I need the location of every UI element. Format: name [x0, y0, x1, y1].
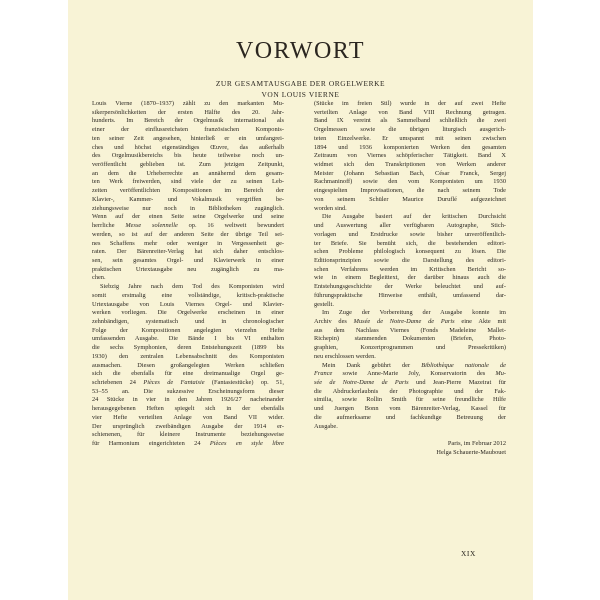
text-line	[92, 309, 284, 318]
text-run: und Jean-Pierre Mazeirat für	[408, 379, 506, 386]
text-line	[314, 301, 506, 310]
text-line	[92, 362, 284, 371]
text-line	[314, 318, 506, 327]
text-line	[92, 266, 284, 275]
text-line	[92, 170, 284, 179]
text-run: Editionsprinzipien sowie die Darstellung des editori-	[314, 256, 506, 264]
page-number: XIX	[461, 549, 476, 558]
text-run: ziehungsweise nur noch in Bibliotheken zugänglich.	[92, 204, 284, 212]
text-run: werken vorliegen. Die Orgelwerke erscheinen in einer	[92, 309, 284, 317]
text-line	[314, 449, 506, 458]
document-page	[68, 0, 533, 600]
text-line	[314, 266, 506, 275]
text-line	[92, 257, 284, 266]
text-line	[314, 388, 506, 397]
text-line	[314, 170, 506, 179]
text-run: zeiten veröffentlichten Kompositionen im Bereich der	[92, 187, 284, 195]
text-run: sich die ebenfalls für eine dreimanualige Orgel ge-	[92, 370, 284, 378]
text-run: und Juergen Bonn vom Bärenreiter-Verlag, Kassel für	[314, 405, 506, 413]
text-run: Urtextausgabe von Louis Viernes Orgel- und Klavier-	[92, 300, 284, 308]
text-run: verteilten Anlage von Band VIII Rechnung getragen.	[314, 108, 506, 116]
text-line	[92, 388, 284, 397]
text-run: Band IX vereint als Sammelband schließlich die zwei	[314, 117, 506, 125]
text-line	[92, 292, 284, 301]
text-run: Mein Dank gebührt der	[322, 361, 422, 369]
text-line	[314, 117, 506, 126]
text-run: Zeitraum von Viernes schöpferischer Tätigkeit. Band X	[314, 152, 506, 160]
text-line	[92, 196, 284, 205]
text-line	[92, 213, 284, 222]
text-line	[314, 257, 506, 266]
text-run: die Abdruckerlaubnis der Photographie und der Fak-	[314, 387, 506, 395]
text-line	[92, 440, 284, 449]
text-run: Archiv des	[314, 317, 354, 325]
text-line	[314, 231, 506, 240]
text-run: umfassenden Ausgabe. Die Bände I bis VI enthalten	[92, 335, 284, 343]
page-subtitle	[68, 78, 533, 101]
text-run: Orgelmessen sowie die übrigen liturgisch ausgerich-	[314, 126, 506, 134]
text-line	[92, 100, 284, 109]
text-run: schriebenen 24	[92, 379, 144, 386]
text-line	[92, 178, 284, 187]
text-line	[92, 144, 284, 153]
text-line	[314, 274, 506, 283]
text-line	[92, 396, 284, 405]
text-line	[314, 327, 506, 336]
text-run: ches und höchst eigenständiges Œuvre, das außerhalb	[92, 143, 284, 151]
text-run: somit erstmalig eine vollständige, kritisch-praktische	[92, 291, 284, 299]
text-run: Im Zuge der Vorbereitung der Ausgabe konnte im	[322, 309, 506, 317]
text-line	[314, 396, 506, 405]
text-run: Folge der Kompositionen angelegten vierzehn Hefte	[92, 326, 284, 334]
italic-title: Bibliothèque nationale de	[421, 361, 506, 369]
text-line	[314, 405, 506, 414]
italic-title: Messe solennelle	[125, 222, 178, 230]
text-run: die aufmerksame und fachkundige Betreuung der	[314, 413, 506, 421]
text-run: 24 Stücke in vier in den Jahren 1926/27 nacheinander	[92, 396, 284, 404]
text-line	[92, 423, 284, 432]
text-line	[314, 344, 506, 353]
left-text-column	[92, 100, 284, 449]
text-run: Der ursprünglich zweibändigen Ausgabe der 1914 er-	[92, 422, 284, 430]
text-line	[92, 231, 284, 240]
text-run: sowie Anne-Marie Joly, Konservatorin des	[332, 370, 496, 378]
text-line	[92, 335, 284, 344]
text-run: schen Probleme philologisch konsequent zu lösen. Die	[314, 248, 506, 256]
text-run: Ausgabe.	[314, 422, 338, 430]
text-line	[314, 353, 506, 362]
text-line	[92, 318, 284, 327]
text-run: werden, so ist auf der anderen Seite der übrige Teil sei-	[92, 230, 284, 238]
text-run: gestellt.	[314, 300, 334, 308]
text-line	[314, 152, 506, 161]
text-line	[314, 414, 506, 423]
text-line	[92, 205, 284, 214]
text-run: sen, sein gesamtes Orgel- und Klavierwerk in einer	[92, 256, 284, 264]
text-line	[314, 100, 506, 109]
text-run: aus dem Nachlass Viernes (Fonds Madeleine Mallet-	[314, 326, 506, 334]
text-line	[314, 178, 506, 187]
text-line	[314, 379, 506, 388]
text-run: 1930) den zentralen Lebensabschnitt des Komponisten	[92, 352, 284, 360]
text-line	[314, 161, 506, 170]
text-line	[314, 109, 506, 118]
text-run: schen Verfahrens werden im Kritischen Bericht so-	[314, 265, 506, 273]
text-line	[314, 292, 506, 301]
text-line	[92, 370, 284, 379]
text-line	[92, 240, 284, 249]
text-run: 53–55 an. Die sukzessive Erscheinungsform dieser	[92, 387, 284, 395]
text-line	[314, 187, 506, 196]
text-run: Richepin) stammenden Dokumenten (Briefen, Photo-	[314, 335, 506, 343]
text-run: von seinem Schüler Maurice Duruflé aufgezeichnet	[314, 195, 506, 203]
italic-title: Mu-	[495, 370, 506, 378]
text-run: hunderts. Im Bereich der Orgelmusik international als	[92, 117, 284, 125]
text-run: an dem die Urheberrechte an annähernd dem gesam-	[92, 169, 284, 177]
page-title: VORWORT	[235, 38, 366, 64]
text-run: Helga Schauerte-Maubouet	[436, 448, 506, 456]
text-run: eine Akte mit	[454, 317, 506, 325]
text-run: similia, sowie Rollin Smith für seine freundliche Hilfe	[314, 396, 506, 404]
text-line	[92, 135, 284, 144]
text-line	[92, 379, 284, 388]
text-run: worden sind.	[314, 204, 347, 212]
text-run: schienenen, für kleinere Instrumente beziehungsweise	[92, 431, 284, 439]
text-run: führungspraktische Hinweise enthält, umfassend dar-	[314, 291, 506, 299]
italic-title: sée de Notre-Dame de Paris	[314, 379, 409, 386]
text-line	[92, 187, 284, 196]
text-run: chen.	[92, 274, 106, 282]
text-run: Siebzig Jahre nach dem Tod des Komponisten wird	[100, 283, 284, 291]
text-line	[314, 283, 506, 292]
text-line	[92, 301, 284, 310]
text-run: ten seiner Zeit angesehen, hinterließ er ein umfangrei-	[92, 134, 284, 142]
text-run: op. 16 weltweit bewundert	[177, 222, 284, 230]
text-line	[92, 283, 284, 292]
text-run: des Orgelmusikbereichs bis heute teilweise noch un-	[92, 152, 284, 160]
text-run: graphien, Konzertprogrammen und Pressekritiken)	[314, 344, 506, 352]
text-run: Paris, im Februar 2012	[447, 440, 506, 448]
text-run: herrliche	[92, 222, 126, 230]
text-run: widmet sich den Transkriptionen von Werken anderer	[314, 161, 506, 169]
text-line	[314, 440, 506, 449]
text-run: Die Ausgabe basiert auf der kritischen Durchsicht	[322, 213, 506, 221]
text-line	[92, 117, 284, 126]
text-line	[314, 126, 506, 135]
text-line	[314, 335, 506, 344]
text-run: Louis Vierne (1870–1937) zählt zu den markanten Mu-	[92, 100, 284, 107]
text-line	[314, 196, 506, 205]
text-run: sikerpersönlichkeiten der ersten Hälfte des 20. Jahr-	[92, 108, 284, 116]
text-line	[314, 205, 506, 214]
text-run: für Harmonium eingerichteten 24	[92, 440, 210, 448]
text-run: wie in einem Begleittext, der darüber hinaus auch die	[314, 274, 506, 282]
text-line	[92, 222, 284, 231]
text-line	[92, 431, 284, 440]
text-run: die sechs Symphonien, deren Entstehungszeit (1899 bis	[92, 344, 284, 352]
text-line	[92, 405, 284, 414]
text-run: herausgegebenen Heften spiegelt sich in der ebenfalls	[92, 405, 284, 413]
text-line	[314, 240, 506, 249]
text-line	[92, 248, 284, 257]
italic-title: France	[314, 370, 333, 378]
text-line	[314, 213, 506, 222]
text-run: (Stücke im freien Stil) wurde in der auf zwei Hefte	[314, 100, 506, 107]
text-run: 1894 und 1936 komponierten Werken den gesamten	[314, 143, 506, 151]
subtitle-line-2: VON LOUIS VIERNE	[261, 90, 340, 100]
text-line	[314, 423, 506, 432]
text-line	[314, 248, 506, 257]
text-run: Wenn auf der einen Seite seine Orgelwerke und seine	[92, 213, 284, 221]
text-line	[92, 344, 284, 353]
text-run: Entstehungsgeschichte der Werke beleuchtet und auf-	[314, 283, 506, 291]
text-line	[314, 222, 506, 231]
text-run: und Auswertung aller verfügbaren Autographe, Stich-	[314, 222, 506, 230]
text-run: Meister (Johann Sebastian Bach, César Franck, Sergej	[314, 169, 506, 177]
text-line	[92, 414, 284, 423]
right-text-column	[314, 100, 506, 457]
italic-title: Musée de Notre-Dame de Paris	[353, 317, 455, 325]
italic-title: Pièces en style libre	[209, 440, 284, 448]
text-run: vier Hefte verteilten Anlage von Band VII wider.	[92, 413, 284, 421]
text-run: nes Schaffens mehr oder weniger in Vergessenheit ge-	[92, 239, 284, 247]
text-line	[314, 370, 506, 379]
text-run: neu erschlossen werden.	[314, 352, 376, 360]
text-run: zehnbändigen, systematisch und in chronologischer	[92, 317, 284, 325]
text-line	[92, 327, 284, 336]
text-line	[92, 152, 284, 161]
text-run: vorlagen und Erstdrucke sowie bisher unveröffentlich-	[314, 230, 506, 238]
text-line	[314, 135, 506, 144]
text-run: ten Werk freiwerden, sind viele der zu seinen Leb-	[92, 178, 284, 186]
text-run: praktischen Urtextausgabe neu zugänglich zu ma-	[92, 265, 284, 273]
text-line	[314, 362, 506, 371]
text-line	[92, 126, 284, 135]
text-line	[314, 144, 506, 153]
text-run: ausmachen. Diesen großangelegten Werken schließen	[92, 361, 284, 369]
text-line	[92, 161, 284, 170]
text-run: (Fantasiestücke) op. 51,	[204, 379, 284, 386]
text-run: Rachmaninoff) sowie den vom Komponisten um 1930	[314, 178, 506, 186]
text-line	[92, 109, 284, 118]
italic-title: Pièces de Fantaisie	[143, 379, 205, 386]
text-run: veröffentlicht geblieben ist. Zum jetzigen Zeitpunkt,	[92, 161, 284, 169]
text-run: Klavier-, Kammer- und Vokalmusik vergriffen be-	[92, 195, 284, 203]
text-line	[92, 274, 284, 283]
text-line	[314, 309, 506, 318]
text-run: ter Briefe. Sie bemüht sich, die bestehenden editori-	[314, 239, 506, 247]
text-run: einer der einflussreichsten französischen Komponis-	[92, 126, 284, 134]
subtitle-line-1: ZUR GESAMTAUSGABE DER ORGELWERKE	[215, 79, 386, 88]
text-run: teten Einzelwerke. Er umspannt mit seinen zwischen	[314, 134, 506, 142]
text-run: raten. Der Bärenreiter-Verlag hat sich daher entschlos-	[92, 248, 284, 256]
text-line	[92, 353, 284, 362]
text-run: eingespielten Improvisationen, die nach seinem Tode	[314, 187, 506, 195]
